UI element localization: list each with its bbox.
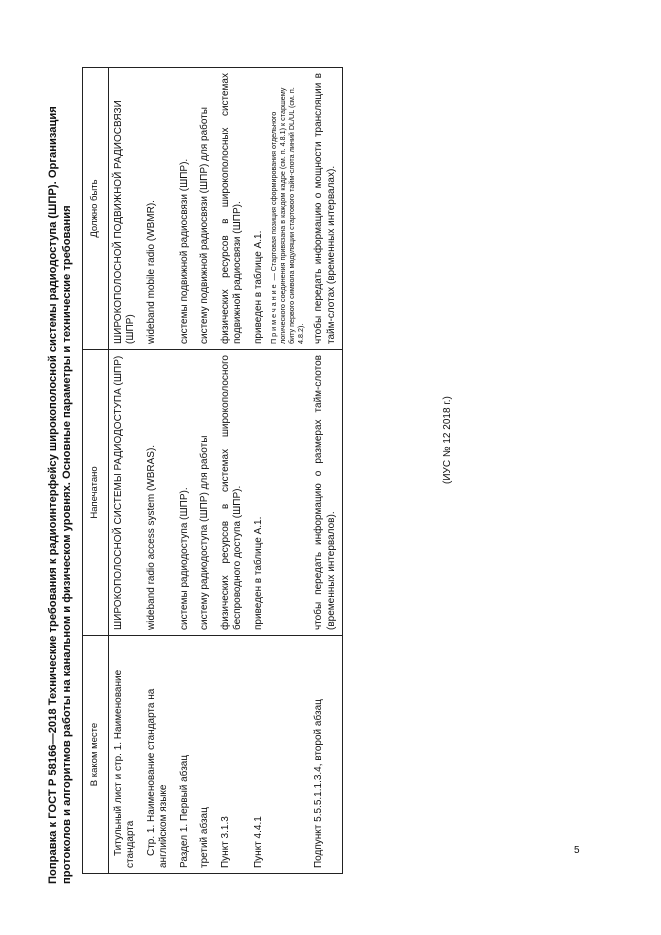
row-should-be: систему подвижной радиосвязи (ШПР) для работы xyxy=(195,68,216,350)
correction-table xyxy=(82,67,343,874)
row-place: Пункт 4.4.1 xyxy=(249,636,310,874)
row-place: Пункт 3.1.3 xyxy=(216,636,249,874)
row-printed: чтобы передать информацию о размерах тайм-слотов (временных интервалов). xyxy=(309,350,343,636)
row-printed: приведен в таблице А.1. xyxy=(249,350,310,636)
row-printed: ШИРОКОПОЛОСНОЙ СИСТЕМЫ РАДИОДОСТУПА (ШПР) xyxy=(108,350,142,636)
row-should-be-with-note xyxy=(249,68,310,350)
row-should-be: ШИРОКОПОЛОСНОЙ ПОДВИЖНОЙ РАДИОСВЯЗИ (ШПР) xyxy=(108,68,142,350)
table-row xyxy=(249,68,310,874)
row-should-be: приведен в таблице А.1. xyxy=(252,230,264,344)
row-printed: wideband radio access system (WBRAS). xyxy=(142,350,175,636)
note xyxy=(269,73,305,344)
note-label: Примечание xyxy=(269,282,278,344)
row-place: третий абзац xyxy=(195,636,216,874)
header-where: В каком месте xyxy=(83,636,109,874)
table-row xyxy=(309,68,343,874)
row-should-be: чтобы передать информацию о мощности трансляции в тайм-слотах (временных интервалах). xyxy=(309,68,343,350)
rotated-page xyxy=(46,54,566,884)
row-should-be: физических ресурсов в широкополосных системах подвижной радиосвязи (ШПР). xyxy=(216,68,249,350)
row-place: Раздел 1. Первый абзац xyxy=(175,636,196,874)
row-printed: систему радиодоступа (ШПР) для работы xyxy=(195,350,216,636)
header-printed: Напечатано xyxy=(83,350,109,636)
row-should-be: wideband mobile radio (WBMR). xyxy=(142,68,175,350)
table-header-row xyxy=(83,68,109,874)
note-text: — Стартовая позиция сформирования отдельного логического соединения привязана в каждом кадре (см. п. 4.8.1) к старшему биту первого символа модуляции стартового тайм-слота линий DL/UL (см. п. 4.8.2). xyxy=(269,87,305,344)
row-place: Титульный лист и стр. 1. Наименование стандарта xyxy=(108,636,142,874)
table-row xyxy=(216,68,249,874)
page-number: 5 xyxy=(574,845,580,856)
row-place: Стр. 1. Наименование стандарта на английском языке xyxy=(142,636,175,874)
table-row xyxy=(108,68,142,874)
table-row xyxy=(195,68,216,874)
row-printed: системы радиодоступа (ШПР). xyxy=(175,350,196,636)
row-printed: физических ресурсов в системах широкополосного беспроводного доступа (ШПР). xyxy=(216,350,249,636)
row-place: Подпункт 5.5.5.1.1.3.4, второй абзац xyxy=(309,636,343,874)
table-row xyxy=(142,68,175,874)
row-should-be: системы подвижной радиосвязи (ШПР). xyxy=(175,68,196,350)
document-title: Поправка к ГОСТ Р 58166—2018 Технические требования к радиоинтерфейсу широкополосной системы радиодоступа (ШПР). Организация протоколов и алгоритмов работы на канальном и физическом уровнях. Основные параметры и технические требования xyxy=(47,106,73,884)
ius-reference: (ИУС № 12 2018 г.) xyxy=(442,396,453,484)
header-should-be: Должно быть xyxy=(83,68,109,350)
table-row xyxy=(175,68,196,874)
